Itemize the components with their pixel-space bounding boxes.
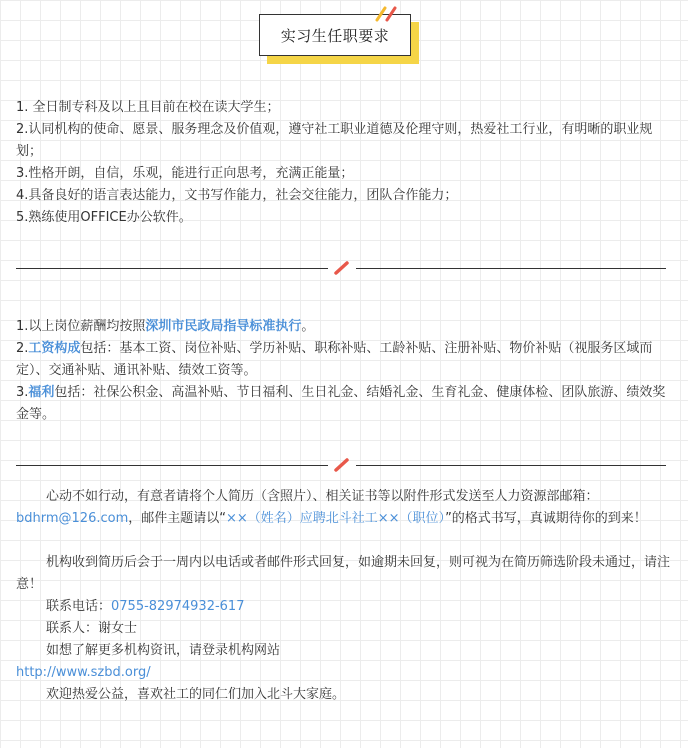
section-divider: [16, 263, 666, 273]
requirement-item: 5.熟练使用OFFICE办公软件。: [16, 210, 192, 225]
salary-standard-highlight: 深圳市民政局指导标准执行: [145, 319, 302, 334]
email-link[interactable]: bdhrm@126.com: [16, 511, 129, 526]
requirement-item: 4.具备良好的语言表达能力，文书写作能力，社会交往能力，团队合作能力；: [16, 188, 458, 203]
requirement-item: 2.认同机构的使命、愿景、服务理念及价值观，遵守社工职业道德及伦理守则，热爱社工行业，有明晰的职业规划；: [16, 122, 653, 159]
pencil-stroke-icon: [332, 260, 352, 276]
welcome-text: 欢迎热爱公益，喜欢社工的同仁们加入北斗大家庭。: [46, 687, 346, 702]
slash-decoration-icon: [371, 6, 403, 22]
website-prompt: 如想了解更多机构资讯，请登录机构网站: [46, 643, 281, 658]
pencil-stroke-icon: [332, 457, 352, 473]
reply-notice: 机构收到简历后会于一周内以电话或者邮件形式回复，如逾期未回复，则可视为在简历筛选阶段未通过，请注意！: [16, 555, 671, 592]
benefits-highlight: 福利: [28, 385, 55, 400]
requirement-item: 1. 全日制专科及以上且目前在校在读大学生；: [16, 100, 280, 115]
application-section: [16, 486, 676, 706]
email-subject-format: ××（姓名）应聘北斗社工××（职位）: [225, 511, 446, 526]
phone-line: 联系电话：0755-82974932-617: [46, 599, 245, 614]
requirement-item: 3.性格开朗，自信，乐观，能进行正向思考，充满正能量；: [16, 166, 354, 181]
spacer: [16, 530, 676, 552]
wage-structure-highlight: 工资构成: [28, 341, 81, 356]
salary-item-2: 2.工资构成包括：基本工资、岗位补贴、学历补贴、职称补贴、工龄补贴、注册补贴、物价补贴（视服务区域而定）、交通补贴、通讯补贴、绩效工资等。: [16, 341, 653, 378]
salary-item-1: 1.以上岗位薪酬均按照深圳市民政局指导标准执行。: [16, 319, 315, 334]
section-divider: [16, 460, 666, 470]
salary-section: [16, 316, 676, 426]
website-link[interactable]: http://www.szbd.org/: [16, 665, 151, 680]
requirements-list: [16, 97, 676, 229]
page-title: 实习生任职要求: [259, 14, 411, 56]
contact-person: 联系人：谢女士: [46, 621, 138, 636]
phone-link[interactable]: 0755-82974932-617: [111, 599, 245, 614]
apply-paragraph: 心动不如行动，有意者请将个人简历（含照片）、相关证书等以附件形式发送至人力资源部邮箱：bdhrm@126.com，邮件主题请以“××（姓名）应聘北斗社工××（职位）”的格式书写，真诚期待你的到来！: [16, 489, 647, 526]
salary-item-3: 3.福利包括：社保公积金、高温补贴、节日福利、生日礼金、结婚礼金、生育礼金、健康体检、团队旅游、绩效奖金等。: [16, 385, 666, 422]
